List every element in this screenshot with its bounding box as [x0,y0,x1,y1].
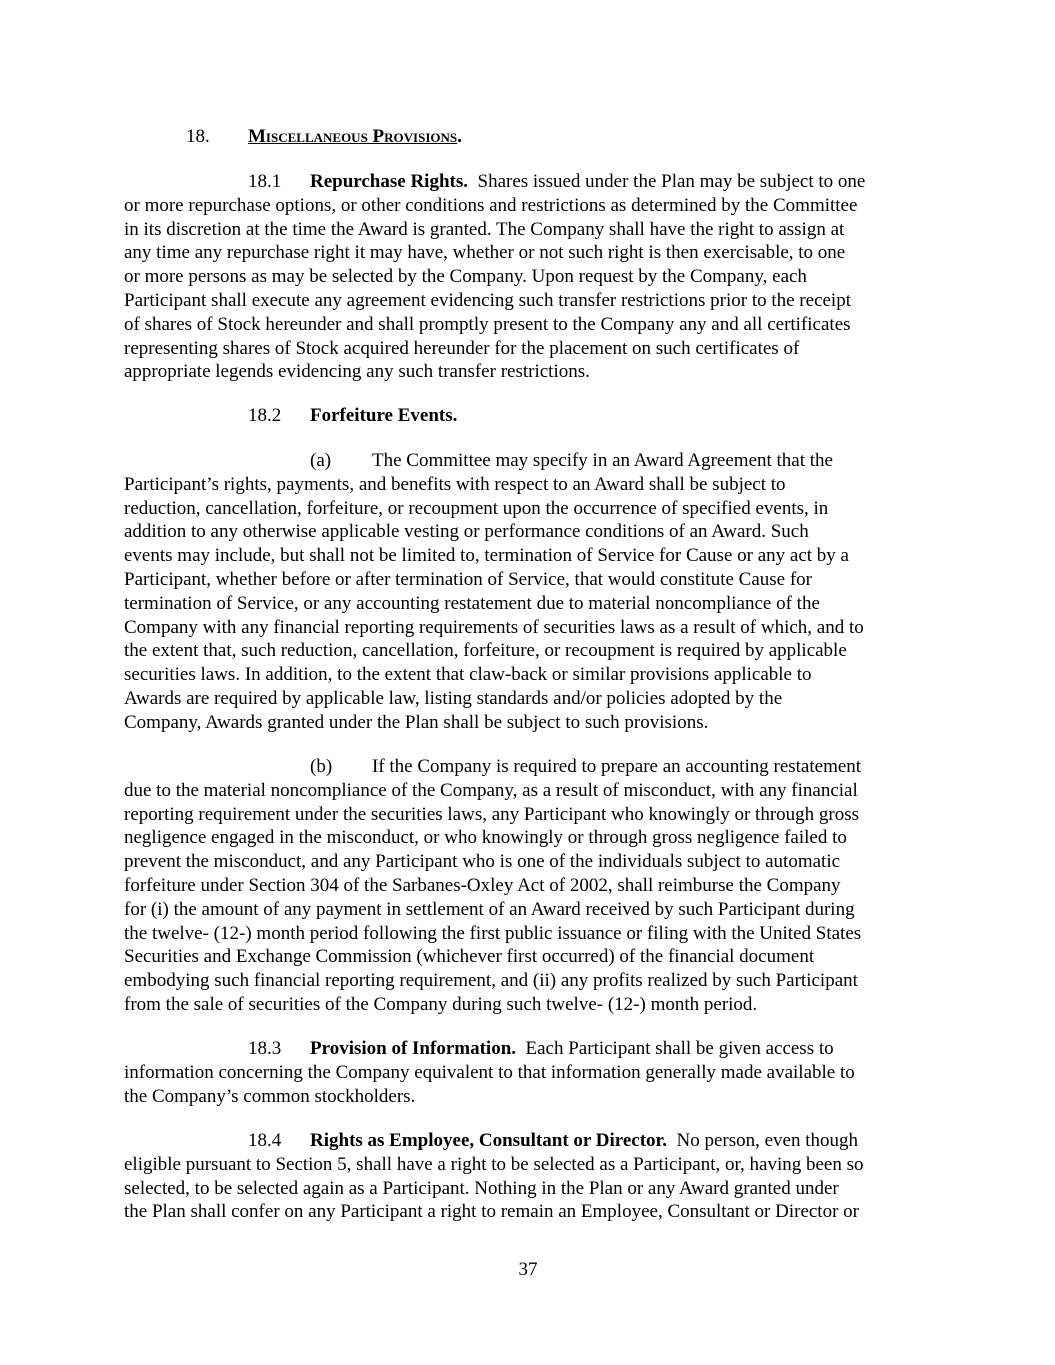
paragraph-line: negligence engaged in the misconduct, or who knowingly or through gross negligence failed to [124,827,847,849]
paragraph-line: appropriate legends evidencing any such transfer restrictions. [124,361,590,383]
paragraph-line: 18.4 Rights as Employee, Consultant or Director. No person, even though [248,1130,858,1151]
paragraph-line: Company, Awards granted under the Plan shall be subject to such provisions. [124,711,709,733]
paragraph-line: the Plan shall confer on any Participant a right to remain an Employee, Consultant or Director or [124,1201,859,1223]
section-number: 18.3 [248,1038,282,1059]
paragraph-line: representing shares of Stock acquired hereunder for the placement on such certificates of [124,337,800,359]
paragraph-line: Participant shall execute any agreement evidencing such transfer restrictions prior to the receipt [124,289,851,311]
section-number: 18.4 [248,1130,282,1151]
paragraph-line: eligible pursuant to Section 5, shall have a right to be selected as a Participant, or, having been so [124,1153,864,1175]
paragraph-line: reduction, cancellation, forfeiture, or recoupment upon the occurrence of specified events, in [124,497,829,519]
paragraph-line: the extent that, such reduction, cancellation, forfeiture, or recoupment is required by applicable [124,640,847,662]
subsection-b [124,755,932,1017]
section-title: Rights as Employee, Consultant or Director. [310,1130,667,1151]
paragraph-line: Awards are required by applicable law, listing standards and/or policies adopted by the [124,687,783,709]
section-heading-number: 18. [186,126,210,147]
section-18-4 [124,1129,932,1224]
section-heading-trailing: . [457,126,462,147]
section-heading-title: Miscellaneous Provisions [248,126,458,147]
paragraph-line: forfeiture under Section 304 of the Sarbanes-Oxley Act of 2002, shall reimburse the Company [124,874,841,896]
paragraph-line: events may include, but shall not be limited to, termination of Service for Cause or any act by a [124,545,849,567]
paragraph-line: the twelve- (12-) month period following the first public issuance or filing with the United States [124,922,862,944]
paragraph-line: the Company’s common stockholders. [124,1085,416,1107]
section-heading [186,125,462,149]
paragraph-line: prevent the misconduct, and any Participant who is one of the individuals subject to automatic [124,851,841,873]
paragraph-line: embodying such financial reporting requirement, and (ii) any profits realized by such Participant [124,970,858,992]
paragraph-line: Company with any financial reporting requirements of securities laws as a result of which, and to [124,616,864,638]
paragraph-line: or more persons as may be selected by the Company. Upon request by the Company, each [124,266,807,288]
paragraph-line: from the sale of securities of the Company during such twelve- (12-) month period. [124,993,758,1015]
subsection-label: (b) [310,756,333,777]
subsection-a [124,449,932,735]
paragraph-line: securities laws. In addition, to the extent that claw-back or similar provisions applicable to [124,664,812,686]
paragraph-line: 18.1 Repurchase Rights. Shares issued under the Plan may be subject to one [248,171,866,192]
paragraph-line: or more repurchase options, or other conditions and restrictions as determined by the Committee [124,194,858,216]
paragraph-line: any time any repurchase right it may have, whether or not such right is then exercisable, to one [124,242,846,264]
section-number: 18.2 [248,405,282,426]
paragraph-line [124,404,932,428]
paragraph-line: termination of Service, or any accounting restatement due to material noncompliance of the [124,592,820,614]
section-title: Repurchase Rights. [310,171,468,192]
paragraph-line: 18.3 Provision of Information. Each Participant shall be given access to [248,1038,834,1059]
subsection-label: (a) [310,450,332,471]
section-title: Provision of Information. [310,1038,517,1059]
paragraph-line: reporting requirement under the securities laws, any Participant who knowingly or through gross [124,803,860,825]
paragraph-line: Participant, whether before or after termination of Service, that would constitute Cause for [124,568,812,590]
paragraph-line: selected, to be selected again as a Participant. Nothing in the Plan or any Award granted under [124,1177,839,1199]
paragraph-line: (a) The Committee may specify in an Award Agreement that the [310,450,833,471]
section-18-3 [124,1037,932,1108]
page-number: 37 [518,1259,538,1280]
section-number: 18.1 [248,171,282,192]
paragraph-line: in its discretion at the time the Award is granted. The Company shall have the right to assign at [124,218,845,240]
paragraph-line: due to the material noncompliance of the Company, as a result of misconduct, with any financial [124,779,858,801]
paragraph-line: information concerning the Company equivalent to that information generally made available to [124,1061,855,1083]
section-18-2 [124,404,932,428]
paragraph-line: for (i) the amount of any payment in settlement of an Award received by such Participant during [124,898,855,920]
section-18-1 [124,170,932,384]
section-title: Forfeiture Events. [310,405,458,426]
paragraph-line: of shares of Stock hereunder and shall promptly present to the Company any and all certificates [124,313,851,335]
paragraph-line: addition to any otherwise applicable vesting or performance conditions of an Award. Such [124,521,809,543]
paragraph-line: Participant’s rights, payments, and benefits with respect to an Award shall be subject to [124,473,786,495]
paragraph-line: (b) If the Company is required to prepare an accounting restatement [310,756,862,777]
paragraph-line: Securities and Exchange Commission (whichever first occurred) of the financial document [124,946,815,968]
